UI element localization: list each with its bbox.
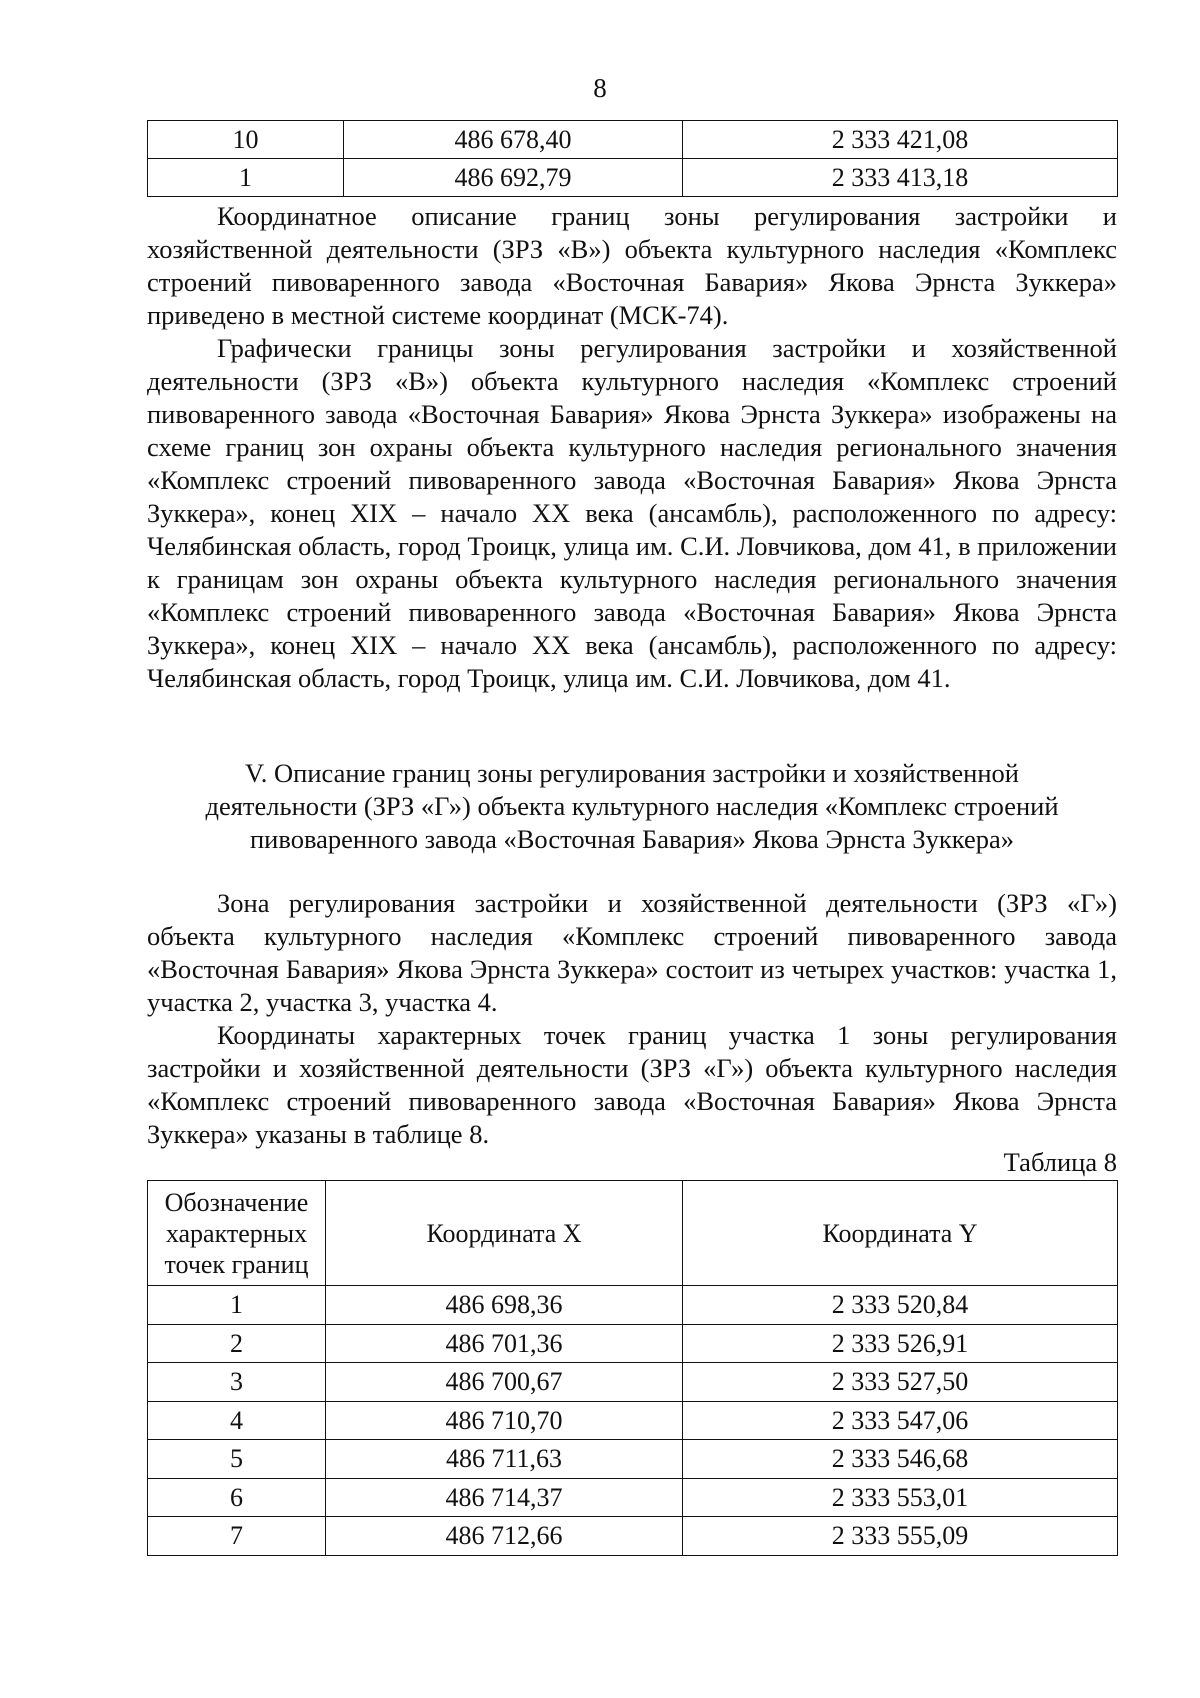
point-number-cell: 1 — [148, 159, 344, 197]
page-number: 8 — [593, 73, 607, 103]
paragraph: Координаты характерных точек границ участка 1 зоны регулирования застройки и хозяйственной деятельности (ЗРЗ «Г») объекта культурного наследия «Комплекс строений пивоваренного завода «Восточная Бавария» Якова Эрнста Зуккера» указаны в таблице 8. — [147, 1020, 1117, 1149]
table-row — [148, 121, 1118, 159]
point-number-cell: 1 — [148, 1286, 326, 1325]
coordinate-x-cell: 486 714,37 — [326, 1478, 683, 1517]
zrz-g-description — [147, 887, 1117, 1151]
coordinate-x-cell: 486 678,40 — [344, 121, 683, 159]
table-caption: Таблица 8 — [1003, 1147, 1117, 1177]
point-number-cell: 3 — [148, 1363, 326, 1402]
coordinate-y-cell: 2 333 526,91 — [683, 1324, 1118, 1363]
table-row — [148, 1440, 1118, 1479]
coordinate-x-cell: 486 712,66 — [326, 1517, 683, 1556]
table-row — [148, 1324, 1118, 1363]
section-heading — [147, 757, 1117, 856]
table-row — [148, 159, 1118, 197]
coordinate-x-cell: 486 711,63 — [326, 1440, 683, 1479]
coordinate-x-cell: 486 700,67 — [326, 1363, 683, 1402]
coordinate-y-cell: 2 333 520,84 — [683, 1286, 1118, 1325]
column-header-x: Координата X — [326, 1181, 683, 1286]
table-row — [148, 1401, 1118, 1440]
point-number-cell: 7 — [148, 1517, 326, 1556]
zrz-v-description — [147, 200, 1117, 695]
point-number-cell: 2 — [148, 1324, 326, 1363]
point-number-cell: 6 — [148, 1478, 326, 1517]
coordinate-y-cell: 2 333 547,06 — [683, 1401, 1118, 1440]
coordinate-x-cell: 486 692,79 — [344, 159, 683, 197]
point-number-cell: 4 — [148, 1401, 326, 1440]
coordinate-x-cell: 486 698,36 — [326, 1286, 683, 1325]
coordinate-y-cell: 2 333 421,08 — [683, 121, 1118, 159]
point-number-cell: 10 — [148, 121, 344, 159]
coordinate-y-cell: 2 333 555,09 — [683, 1517, 1118, 1556]
coordinate-x-cell: 486 710,70 — [326, 1401, 683, 1440]
point-number-cell: 5 — [148, 1440, 326, 1479]
table-row — [148, 1517, 1118, 1556]
coordinate-y-cell: 2 333 527,50 — [683, 1363, 1118, 1402]
table-row — [148, 1286, 1118, 1325]
coordinate-y-cell: 2 333 413,18 — [683, 159, 1118, 197]
coordinate-y-cell: 2 333 546,68 — [683, 1440, 1118, 1479]
column-header-y: Координата Y — [683, 1181, 1118, 1286]
coordinates-table-continued — [147, 120, 1118, 197]
column-header-point: Обозначение характерных точек границ — [148, 1181, 326, 1286]
coordinates-table-8 — [147, 1180, 1118, 1556]
table-header-row — [148, 1181, 1118, 1286]
paragraph: Зона регулирования застройки и хозяйственной деятельности (ЗРЗ «Г») объекта культурного наследия «Комплекс строений пивоваренного завода «Восточная Бавария» Якова Эрнста Зуккера» состоит из четырех участков: участка 1, участка 2, участка 3, участка 4. — [147, 888, 1117, 1017]
coordinate-y-cell: 2 333 553,01 — [683, 1478, 1118, 1517]
table-row — [148, 1478, 1118, 1517]
heading-line: деятельности (ЗРЗ «Г») объекта культурного наследия «Комплекс строений — [205, 791, 1059, 821]
coordinate-x-cell: 486 701,36 — [326, 1324, 683, 1363]
heading-line: пивоваренного завода «Восточная Бавария» Якова Эрнста Зуккера» — [250, 824, 1014, 854]
paragraph: Координатное описание границ зоны регулирования застройки и хозяйственной деятельности (ЗРЗ «В») объекта культурного наследия «Комплекс строений пивоваренного завода «Восточная Бавария» Якова Эрнста Зуккера» приведено в местной системе координат (МСК-74). — [147, 201, 1117, 330]
table-row — [148, 1363, 1118, 1402]
heading-line: V. Описание границ зоны регулирования застройки и хозяйственной — [245, 758, 1019, 788]
paragraph: Графически границы зоны регулирования застройки и хозяйственной деятельности (ЗРЗ «В») объекта культурного наследия «Комплекс строений пивоваренного завода «Восточная Бавария» Якова Эрнста Зуккера» изображены на схеме границ зон охраны объекта культурного наследия регионального значения «Комплекс строений пивоваренного завода «Восточная Бавария» Якова Эрнста Зуккера», конец XIX – начало XX века (ансамбль), расположенного по адресу: Челябинская область, город Троицк, улица им. С.И. Ловчикова, дом 41, в приложении к границам зон охраны объекта культурного наследия регионального значения «Комплекс строений пивоваренного завода «Восточная Бавария» Якова Эрнста Зуккера», конец XIX – начало XX века (ансамбль), расположенного по адресу: Челябинская область, город Троицк, улица им. С.И. Ловчикова, дом 41. — [147, 333, 1117, 693]
